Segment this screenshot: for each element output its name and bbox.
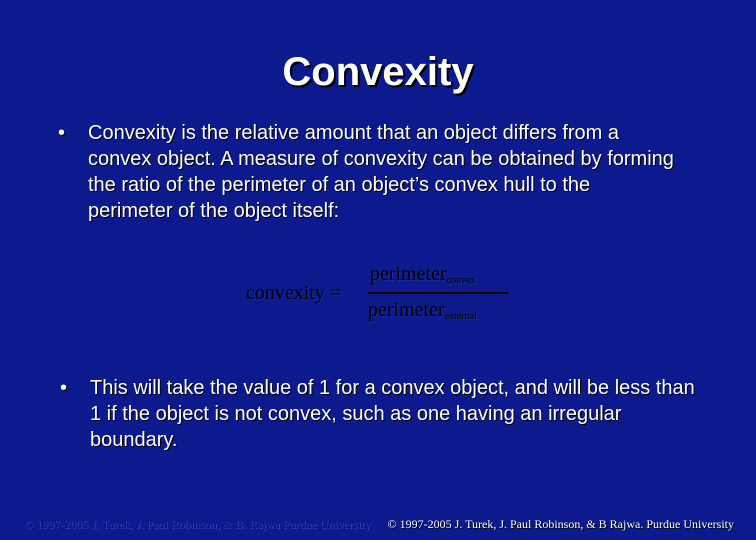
bullet-marker: • <box>58 122 66 144</box>
slide-title: Convexity <box>282 50 474 94</box>
bullet-text: Convexity is the relative amount that an object differs from a convex object. A measure of convexity can be obtained by forming the ratio of the perimeter of an object’s convex hull to the perimeter of the object itself: <box>88 122 674 222</box>
formula-denominator-subscript: external <box>444 311 477 322</box>
formula-numerator-subscript: convex <box>446 275 476 286</box>
convexity-formula <box>246 263 526 333</box>
bullet-text: This will take the value of 1 for a convex object, and will be less than 1 if the object is not convex, such as one having an irregular boundary. <box>90 377 695 451</box>
formula-denominator-text: perimeter <box>368 299 445 321</box>
footer-copyright-faded: © 1997-2005 J. Turek, J. Paul Robinson, & B. Rajwa Purdue University <box>24 517 371 531</box>
formula-fraction-bar <box>368 292 508 294</box>
formula-denominator <box>368 299 477 322</box>
footer-copyright: © 1997-2005 J. Turek, J. Paul Robinson, & B Rajwa. Purdue University <box>387 517 734 531</box>
formula-numerator <box>370 263 476 286</box>
formula-numerator-text: perimeter <box>370 263 447 285</box>
bullet-marker: • <box>60 377 68 399</box>
bullet-item-convexity-value <box>60 375 700 453</box>
bullet-item-convexity-definition <box>58 120 678 224</box>
formula-lhs: convexity = <box>246 282 342 304</box>
